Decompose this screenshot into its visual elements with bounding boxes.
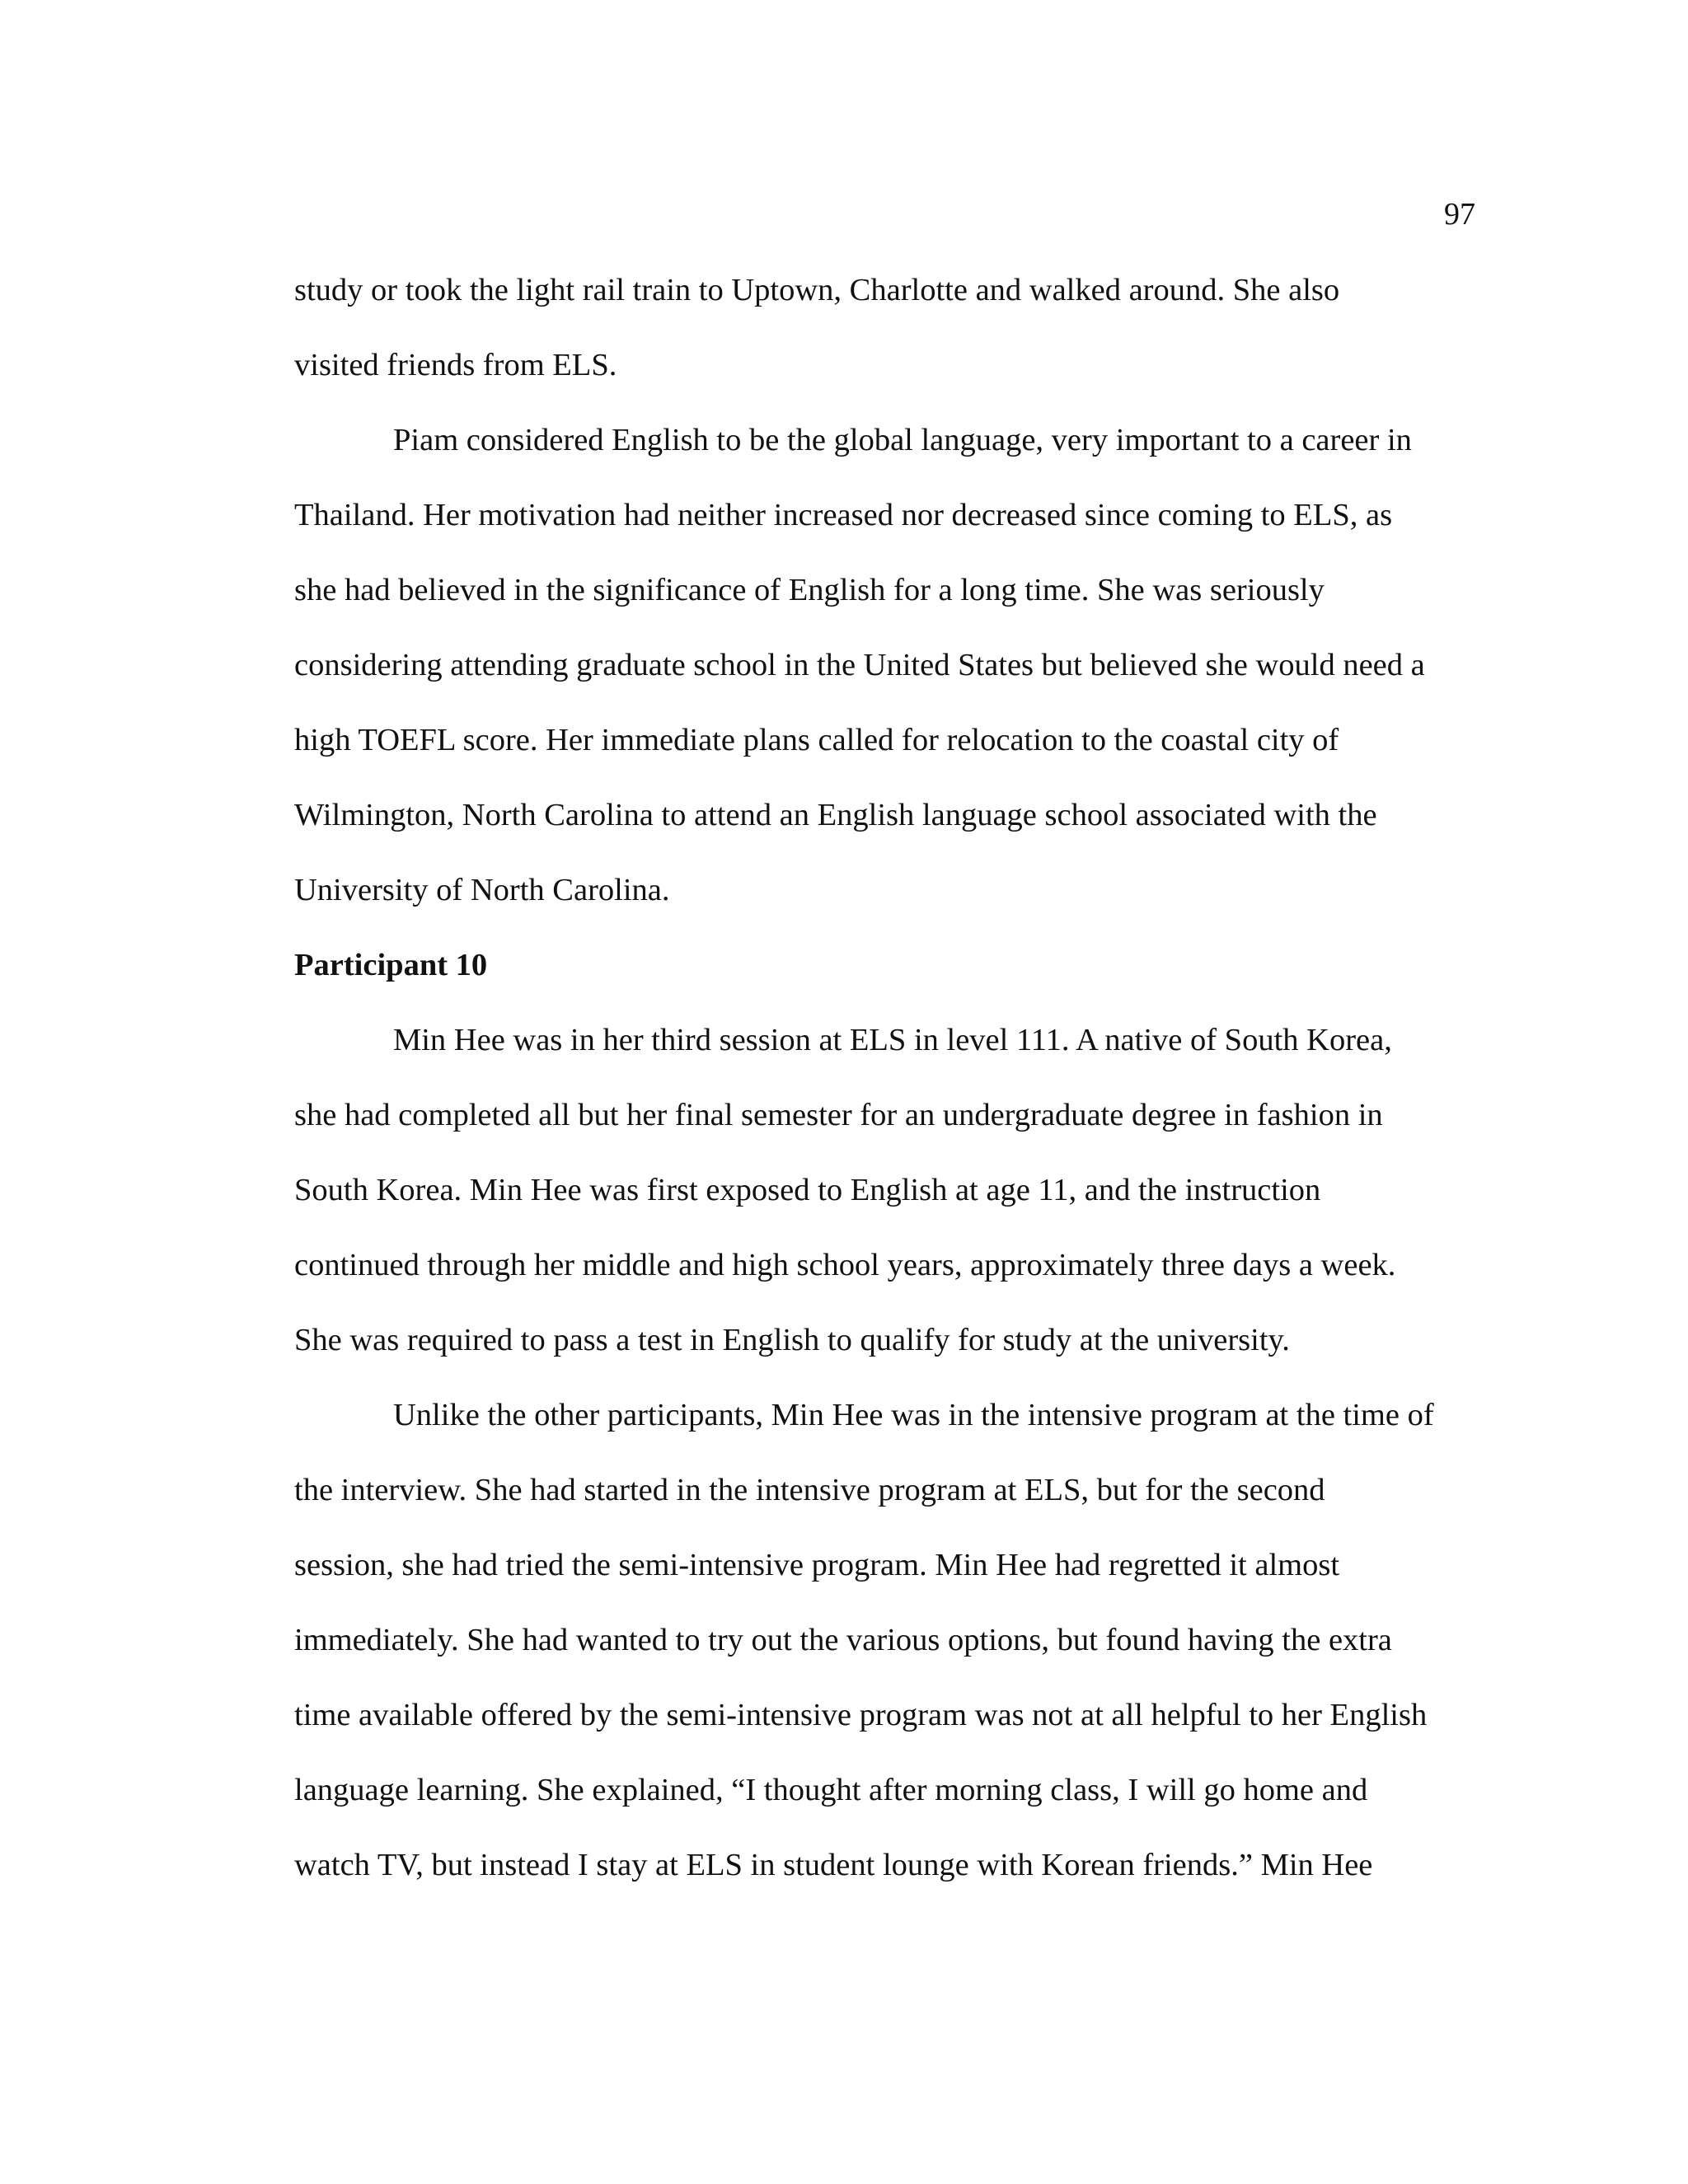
text-line: study or took the light rail train to Uptown, Charlotte and walked around. She also bbox=[294, 273, 1340, 307]
text-line: Piam considered English to be the global language, very important to a career in bbox=[393, 423, 1412, 457]
text-line: continued through her middle and high school years, approximately three days a week. bbox=[294, 1248, 1396, 1282]
text-line: high TOEFL score. Her immediate plans called for relocation to the coastal city of bbox=[294, 723, 1339, 757]
text-line: language learning. She explained, “I thought after morning class, I will go home and bbox=[294, 1773, 1368, 1807]
text-line: Unlike the other participants, Min Hee was in the intensive program at the time of bbox=[393, 1398, 1434, 1432]
section-heading: Participant 10 bbox=[294, 948, 488, 982]
text-line: visited friends from ELS. bbox=[294, 348, 617, 382]
text-line: University of North Carolina. bbox=[294, 873, 670, 907]
text-line: considering attending graduate school in the United States but believed she would need a bbox=[294, 648, 1425, 682]
text-line: time available offered by the semi-intensive program was not at all helpful to her English bbox=[294, 1698, 1428, 1732]
text-line: she had completed all but her final semester for an undergraduate degree in fashion in bbox=[294, 1098, 1383, 1132]
text-line: session, she had tried the semi-intensive program. Min Hee had regretted it almost bbox=[294, 1548, 1340, 1582]
text-line: Wilmington, North Carolina to attend an English language school associated with the bbox=[294, 798, 1377, 832]
text-line: Thailand. Her motivation had neither increased nor decreased since coming to ELS, as bbox=[294, 498, 1393, 532]
text-line: she had believed in the significance of English for a long time. She was seriously bbox=[294, 573, 1325, 607]
text-line: Min Hee was in her third session at ELS in level 111. A native of South Korea, bbox=[393, 1023, 1392, 1057]
page-number: 97 bbox=[1444, 197, 1475, 232]
text-line: watch TV, but instead I stay at ELS in student lounge with Korean friends.” Min Hee bbox=[294, 1848, 1373, 1882]
text-block bbox=[294, 253, 1479, 1903]
text-line: immediately. She had wanted to try out the various options, but found having the extra bbox=[294, 1623, 1392, 1657]
text-line: South Korea. Min Hee was first exposed to English at age 11, and the instruction bbox=[294, 1173, 1321, 1207]
text-line: the interview. She had started in the intensive program at ELS, but for the second bbox=[294, 1473, 1325, 1507]
text-line: She was required to pass a test in English to qualify for study at the university. bbox=[294, 1323, 1290, 1357]
